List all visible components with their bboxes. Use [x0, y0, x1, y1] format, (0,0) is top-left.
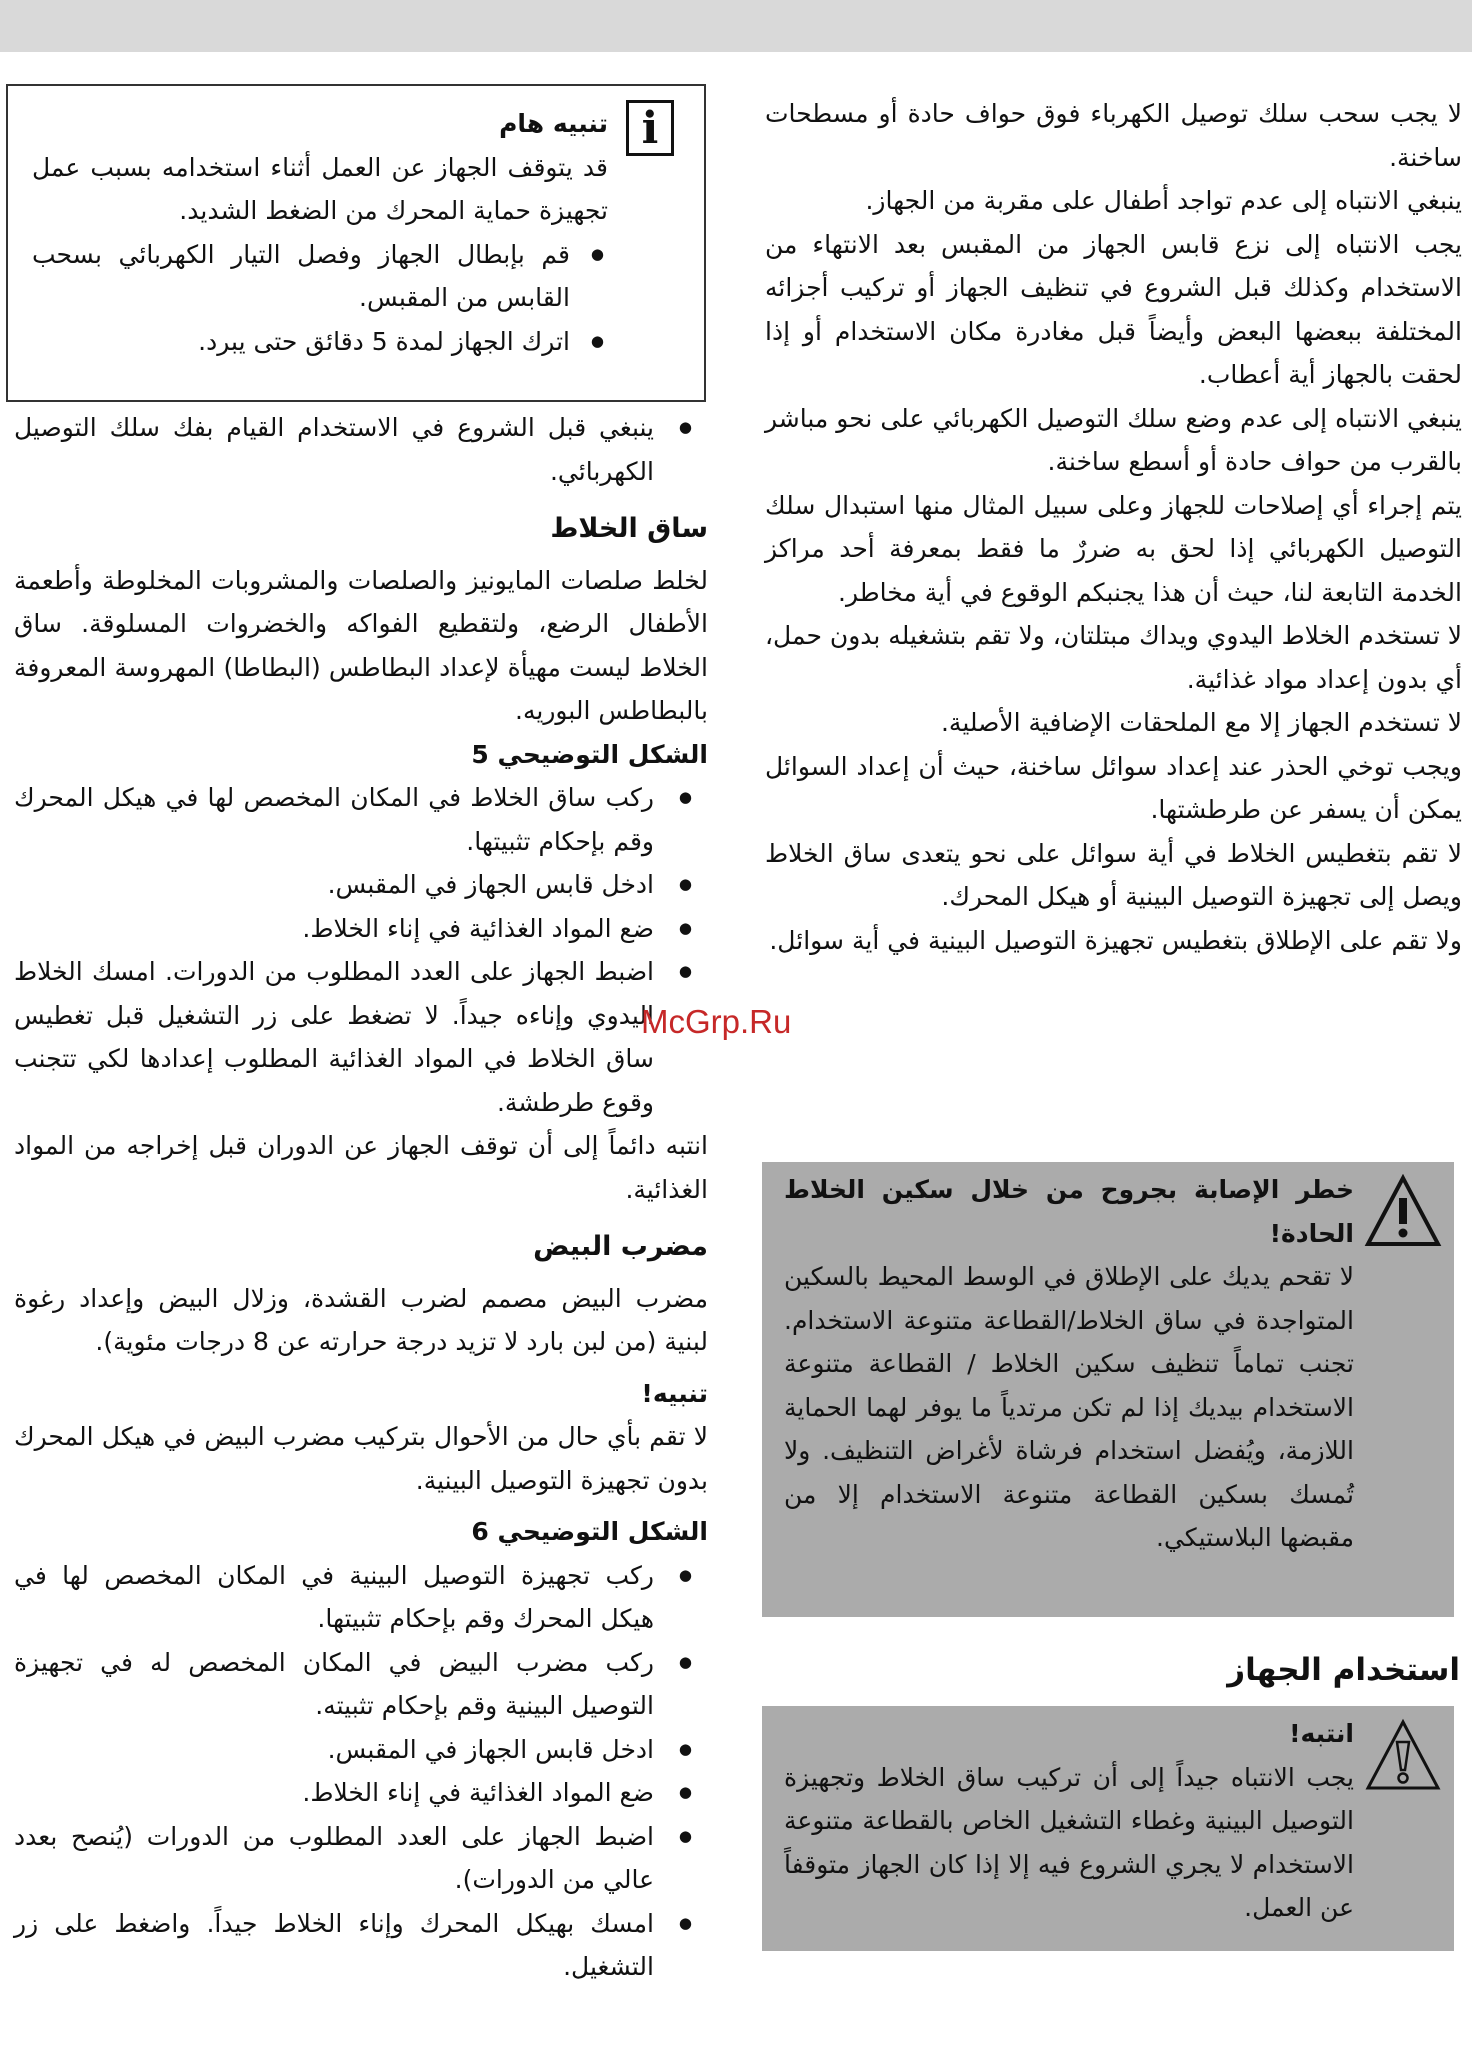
figure-6-label: الشكل التوضيحي 6	[471, 1517, 708, 1546]
info-icon: i	[626, 100, 674, 156]
watermark-link[interactable]: McGrp.Ru	[641, 1003, 792, 1040]
list-item: ● اضبط الجهاز على العدد المطلوب من الدورات (يُنصح بعدد عالي من الدورات).	[14, 1815, 708, 1902]
blender-title: ساق الخلاط	[550, 513, 708, 544]
list-item: ● اترك الجهاز لمدة 5 دقائق حتى يبرد.	[32, 320, 608, 364]
blade-warning-box	[762, 1162, 1454, 1617]
list-item: ● قم بإبطال الجهاز وفصل التيار الكهربائي بسحب القابس من المقبس.	[32, 233, 608, 320]
whisk-steps	[14, 1554, 708, 1989]
paragraph: لا يجب سحب سلك توصيل الكهرباء فوق حواف حادة أو مسطحات ساخنة.	[765, 99, 1462, 172]
section-title-usage: استخدام الجهاز	[1227, 1652, 1460, 1688]
caution-title: انتبه!	[1289, 1719, 1354, 1748]
info-box	[6, 84, 706, 402]
list-item: ● اضبط الجهاز على العدد المطلوب من الدورات. امسك الخلاط اليدوي وإناءه جيداً. لا تضغط على زر التشغيل قبل تغطيس ساق الخلاط في المواد الغذائية المطلوب إعدادها لكي تتجنب وقوع طرطشة.	[14, 950, 708, 1124]
whisk-caution-text: لا تقم بأي حال من الأحوال بتركيب مضرب البيض في هيكل المحرك بدون تجهيزة التوصيل البينية.	[14, 1422, 708, 1495]
whisk-text: مضرب البيض مصمم لضرب القشدة، وزلال البيض وإعداد رغوة لبنية (من لبن بارد لا تزيد درجة حرارته عن 8 درجات مئوية).	[14, 1283, 708, 1356]
paragraph: ولا تقم على الإطلاق بتغطيس تجهيزة التوصيل البينية في أية سوائل.	[769, 925, 1462, 955]
list-item: ● ينبغي قبل الشروع في الاستخدام القيام بفك سلك التوصيل الكهربائي.	[14, 406, 708, 493]
paragraph: لا تستخدم الخلاط اليدوي ويداك مبتلتان، ولا تقم بتشغيله بدون حمل، أي بدون إعداد مواد غذائية.	[764, 621, 1462, 694]
paragraph: يجب الانتباه إلى نزع قابس الجهاز من المقبس بعد الانتهاء من الاستخدام وكذلك قبل الشروع في تنظيف الجهاز أو تركيب أجزائه المختلفة ببعضها البعض وأيضاً قبل مغادرة مكان الاستخدام أو إذا لحقت بالجهاز أية أعطاب.	[765, 229, 1462, 389]
list-item: ● ضع المواد الغذائية في إناء الخلاط.	[14, 907, 708, 951]
caution-triangle-icon	[1364, 1718, 1442, 1792]
top-header-bar	[0, 0, 1472, 52]
paragraph: ينبغي الانتباه إلى عدم تواجد أطفال على مقربة من الجهاز.	[865, 186, 1462, 215]
figure-5-label: الشكل التوضيحي 5	[471, 739, 708, 769]
list-item: ● ادخل قابس الجهاز في المقبس.	[14, 863, 708, 907]
intro-bullet-list	[14, 406, 708, 493]
paragraph: يتم إجراء أي إصلاحات للجهاز وعلى سبيل المثال منها استبدال سلك التوصيل الكهربائي إذا لحق به ضررٌ ما فقط بمعرفة أحد مراكز الخدمة التابعة لنا، حيث أن هذا يجنبكم الوقوع في أية مخاطر.	[765, 490, 1462, 607]
caution-text: يجب الانتباه جيداً إلى أن تركيب ساق الخلاط وتجهيزة التوصيل البينية وغطاء التشغيل الخاص بالقطاعة متنوعة الاستخدام لا يجري الشروع فيه إلا إذا كان الجهاز متوقفاً عن العمل.	[784, 1762, 1354, 1922]
blade-warning-title: خطر الإصابة بجروح من خلال سكين الخلاط الحادة!	[784, 1175, 1354, 1248]
list-item: ● ركب ساق الخلاط في المكان المخصص لها في هيكل المحرك وقم بإحكام تثبيتها.	[14, 776, 708, 863]
whisk-caution-title: تنبيه!	[641, 1378, 708, 1408]
paragraph: ينبغي الانتباه إلى عدم وضع سلك التوصيل الكهربائي على نحو مباشر بالقرب من حواف حادة أو أسطع ساخنة.	[765, 403, 1462, 476]
info-text: قد يتوقف الجهاز عن العمل أثناء استخدامه بسبب عمل تجهيزة حماية المحرك من الضغط الشديد.	[32, 152, 608, 225]
paragraph: ويجب توخي الحذر عند إعداد سوائل ساخنة، حيث أن إعداد السوائل يمكن أن يسفر عن طرطشتها.	[765, 751, 1462, 824]
blade-warning-text: لا تقحم يديك على الإطلاق في الوسط المحيط بالسكين المتواجدة في ساق الخلاط/القطاعة متنوعة الاستخدام. تجنب تماماً تنظيف سكين الخلاط / القطاعة متنوعة الاستخدام بيديك إذا لم تكن مرتدياً ما يوفر لهما الحماية اللازمة، ويُفضل استخدام فرشاة لأغراض التنظيف. ولا تُمسك بسكين القطاعة متنوعة الاستخدام إلا من مقبضها البلاستيكي.	[784, 1262, 1354, 1552]
info-bullet-list	[32, 233, 608, 364]
blender-note: انتبه دائماً إلى أن توقف الجهاز عن الدوران قبل إخراجه من المواد الغذائية.	[14, 1131, 708, 1204]
caution-box	[762, 1706, 1454, 1951]
list-item: ● ضع المواد الغذائية في إناء الخلاط.	[14, 1771, 708, 1815]
paragraph: لا تستخدم الجهاز إلا مع الملحقات الإضافية الأصلية.	[940, 708, 1462, 737]
warning-triangle-icon	[1364, 1174, 1442, 1248]
list-item: ● امسك بهيكل المحرك وإناء الخلاط جيداً. واضغط على زر التشغيل.	[14, 1902, 708, 1989]
info-title: تنبيه هام	[499, 109, 608, 138]
blender-steps	[14, 776, 708, 1124]
list-item: ● ركب مضرب البيض في المكان المخصص له في تجهيزة التوصيل البينية وقم بإحكام تثبيته.	[14, 1641, 708, 1728]
blender-text: لخلط صلصات المايونيز والصلصات والمشروبات المخلوطة وأطعمة الأطفال الرضع، ولتقطيع الفواكه والخضروات المسلوقة. ساق الخلاط ليست مهيأة لإعداد البطاطس (البطاطا) المهروسة المعروفة بالبطاطس البوريه.	[14, 565, 708, 725]
right-column	[765, 92, 1462, 962]
left-column	[14, 406, 708, 1989]
list-item: ● ادخل قابس الجهاز في المقبس.	[14, 1728, 708, 1772]
paragraph: لا تقم بتغطيس الخلاط في أية سوائل على نحو يتعدى ساق الخلاط ويصل إلى تجهيزة التوصيل البينية أو هيكل المحرك.	[765, 838, 1462, 911]
list-item: ● ركب تجهيزة التوصيل البينية في المكان المخصص لها في هيكل المحرك وقم بإحكام تثبيتها.	[14, 1554, 708, 1641]
whisk-title: مضرب البيض	[533, 1231, 708, 1262]
